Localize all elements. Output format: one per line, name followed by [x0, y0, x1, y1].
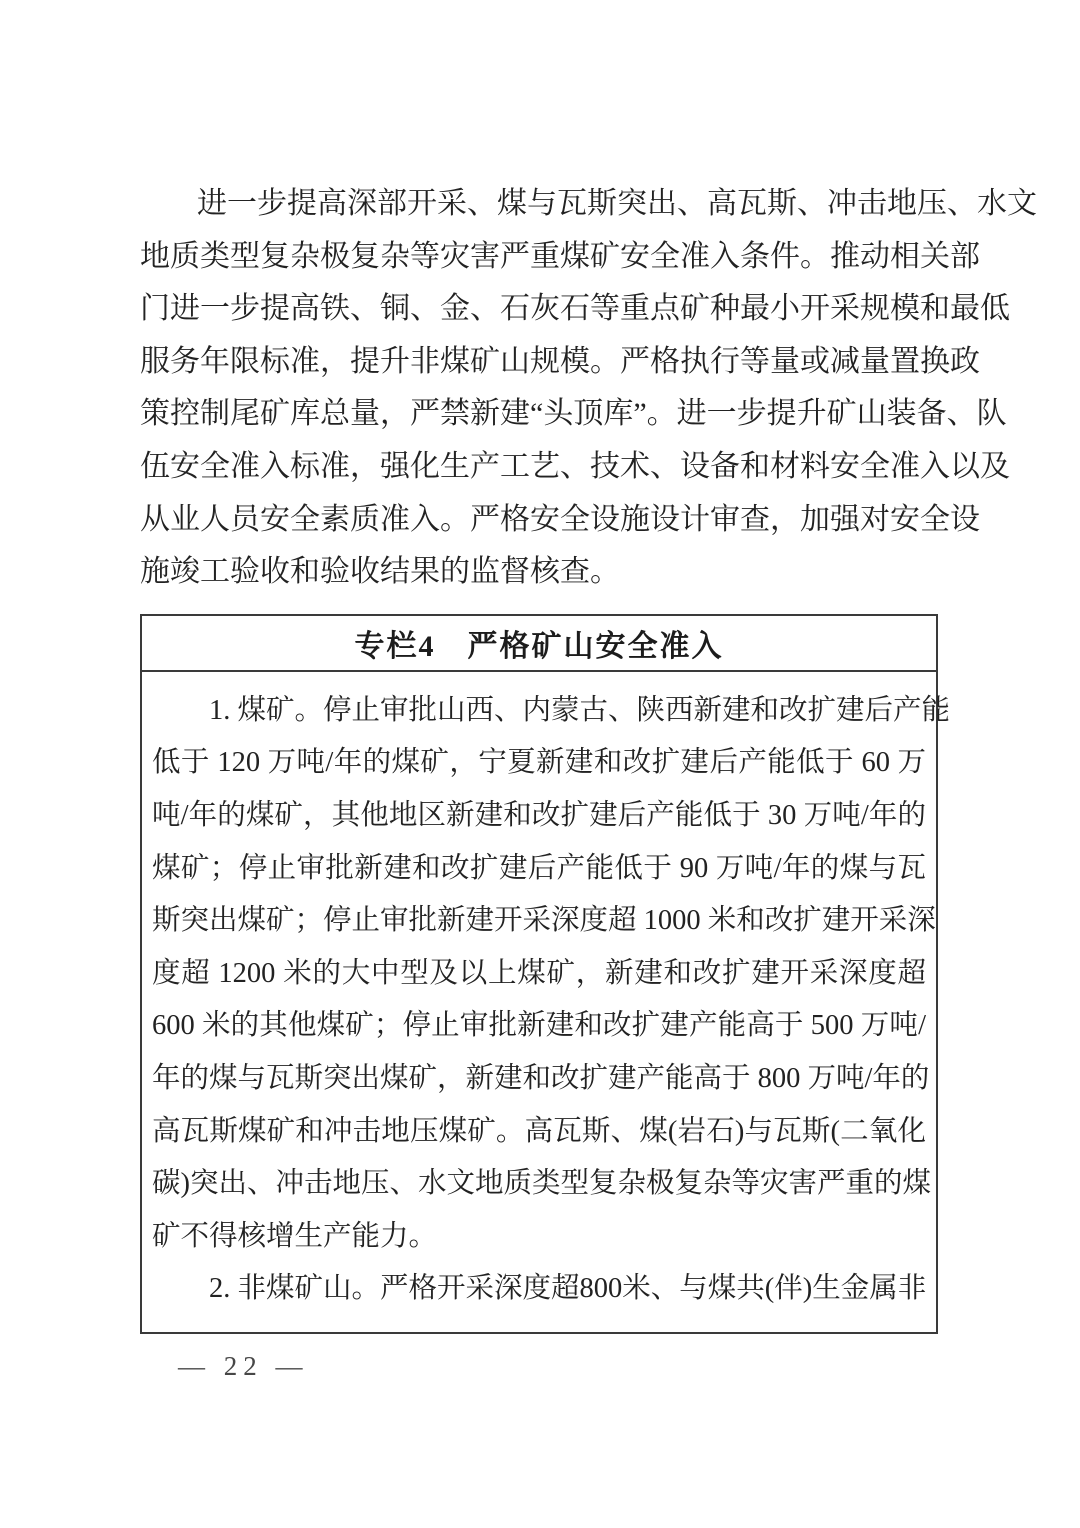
box-line: 低于 120 万吨/年的煤矿，宁夏新建和改扩建后产能低于 60 万 — [152, 747, 926, 779]
box-line: 吨/年的煤矿，其他地区新建和改扩建后产能低于 30 万吨/年的 — [152, 799, 926, 831]
box-line: 斯突出煤矿；停止审批新建开采深度超 1000 米和改扩建开采深 — [152, 905, 936, 937]
box-line: 2. 非煤矿山。严格开采深度超800米、与煤共(伴)生金属非 — [209, 1273, 927, 1305]
callout-box-title: 专栏4 严格矿山安全准入 — [354, 629, 724, 663]
callout-box-header — [142, 616, 936, 672]
callout-box-content — [142, 672, 951, 1332]
page-content — [140, 178, 1037, 1382]
box-line: 1. 煤矿。停止审批山西、内蒙古、陕西新建和改扩建后产能 — [209, 694, 951, 726]
body-line: 服务年限标准，提升非煤矿山规模。严格执行等量或减量置换政 — [140, 344, 980, 378]
body-line: 进一步提高深部开采、煤与瓦斯突出、高瓦斯、冲击地压、水文 — [197, 187, 1037, 220]
box-line: 矿不得核增生产能力。 — [152, 1220, 438, 1252]
box-line: 煤矿；停止审批新建和改扩建后产能低于 90 万吨/年的煤与瓦 — [152, 852, 926, 884]
callout-box-mine-safety — [140, 614, 951, 1334]
body-line: 策控制尾矿库总量，严禁新建“头顶库”。进一步提升矿山装备、队 — [140, 397, 1007, 431]
box-line: 600 米的其他煤矿；停止审批新建和改扩建产能高于 500 万吨/ — [152, 1010, 926, 1042]
body-line: 施竣工验收和验收结果的监督核查。 — [140, 555, 620, 589]
body-line: 从业人员安全素质准入。严格安全设施设计审查，加强对安全设 — [140, 502, 980, 536]
box-line: 高瓦斯煤矿和冲击地压煤矿。高瓦斯、煤(岩石)与瓦斯(二氧化 — [152, 1115, 926, 1147]
box-line: 度超 1200 米的大中型及以上煤矿，新建和改扩建开采深度超 — [152, 957, 926, 989]
page-number: — 22 — — [178, 1350, 309, 1381]
box-line: 年的煤与瓦斯突出煤矿，新建和改扩建产能高于 800 万吨/年的 — [152, 1062, 930, 1094]
box-line: 碳)突出、冲击地压、水文地质类型复杂极复杂等灾害严重的煤 — [152, 1168, 931, 1200]
body-line: 伍安全准入标准，强化生产工艺、技术、设备和材料安全准入以及 — [140, 449, 1010, 483]
body-line: 门进一步提高铁、铜、金、石灰石等重点矿种最小开采规模和最低 — [140, 292, 1010, 326]
body-paragraph — [140, 178, 1037, 599]
body-line: 地质类型复杂极复杂等灾害严重煤矿安全准入条件。推动相关部 — [140, 239, 980, 273]
